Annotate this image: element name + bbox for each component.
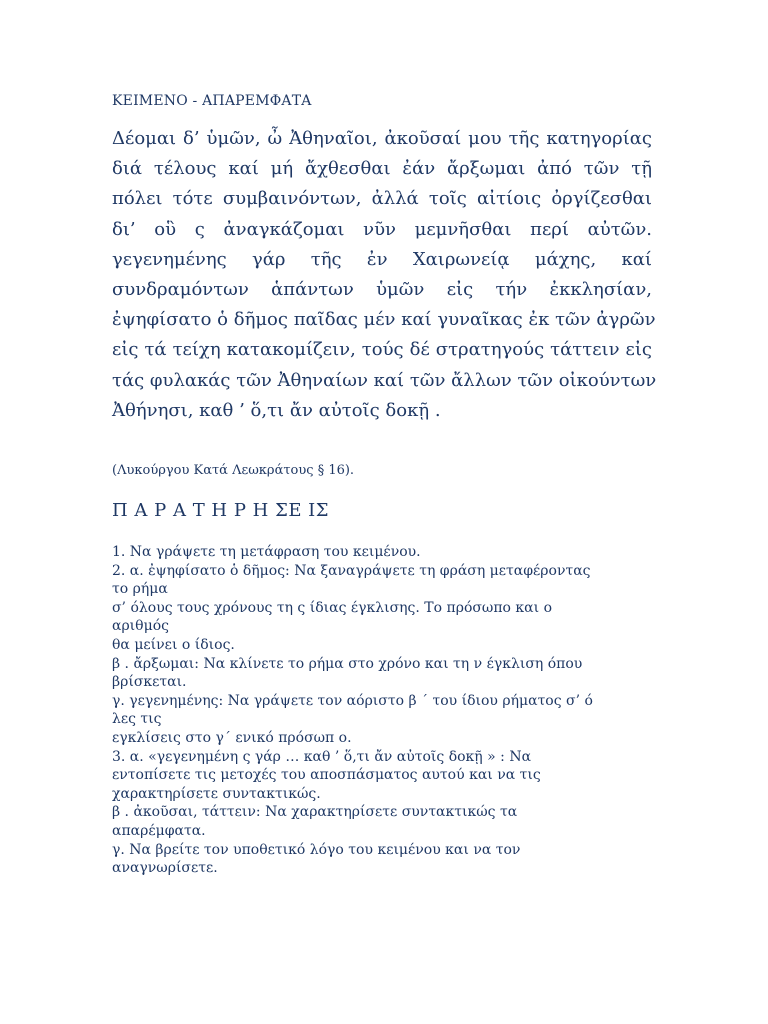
passage-line: συνδραμόντων ἁπάντων ὑμῶν εἰς τήν ἐκκλησίαν, — [112, 278, 652, 300]
passage-line: εἰς τά τείχη κατακομίζειν, τούς δέ στρατηγούς τάττειν εἰς — [112, 339, 652, 361]
passage-line: τάς φυλακάς τῶν Ἀθηναίων καί τῶν ἄλλων τῶν οἰκούντων — [112, 369, 657, 391]
question-line: το ρήμα — [112, 581, 168, 598]
passage-line: πόλει τότε συμβαινόντων, ἀλλά τοῖς αἰτίοις ὀργίζεσθαι — [112, 188, 652, 210]
question-line: β . ἄρξωμαι: Να κλίνετε το ρήμα στο χρόνο και τη ν έγκλιση όπου — [112, 655, 583, 672]
passage-line: δι’ οὓ ς ἀναγκάζομαι νῦν μεμνῆσθαι περί αὐτῶν. — [112, 218, 652, 240]
question-line: β . ἀκοῦσαι, τάττειν: Να χαρακτηρίσετε συντακτικώς τα — [112, 804, 518, 821]
question-line: θα μείνει ο ίδιος. — [112, 636, 235, 653]
question-line: γ. Να βρείτε τον υποθετικό λόγο του κειμένου και να τον — [112, 841, 521, 858]
questions-list — [112, 543, 652, 878]
question-line: αριθμός — [112, 618, 169, 635]
passage-line: ἐψηφίσατο ὁ δῆμος παῖδας μέν καί γυναῖκας ἐκ τῶν ἀγρῶν — [112, 309, 656, 331]
question-line: βρίσκεται. — [112, 674, 187, 691]
question-line: εντοπίσετε τις μετοχές του αποσπάσματος αυτού και να τις — [112, 767, 541, 784]
ancient-greek-passage — [112, 124, 657, 426]
observations-title: Π Α Ρ Α Τ Η Ρ Η ΣΕ ΙΣ — [112, 500, 330, 521]
passage-line: Δέομαι δ’ ὑμῶν, ὦ Ἀθηναῖοι, ἀκοῦσαί μου τῆς κατηγορίας — [112, 128, 652, 149]
question-line: γ. γεγενημένης: Να γράψετε τον αόριστο β ΄ του ίδιου ρήματος σ’ ό — [112, 692, 593, 709]
document-heading: ΚΕΙΜΕΝΟ - ΑΠΑΡΕΜΦΑΤΑ — [112, 93, 312, 109]
question-line: αναγνωρίσετε. — [112, 860, 218, 877]
question-line: 1. Να γράψετε τη μετάφραση του κειμένου. — [112, 544, 421, 560]
question-line: σ’ όλους τους χρόνους τη ς ίδιας έγκλισης. Το πρόσωπο και ο — [112, 599, 552, 616]
passage-line: γεγενημένης γάρ τῆς ἐν Χαιρωνείᾳ μάχης, καί — [112, 248, 652, 270]
question-line: 3. α. «γεγενημένη ς γάρ … καθ ’ ὅ,τι ἄν αὐτοῖς δοκῇ » : Να — [112, 748, 532, 765]
passage-line: διά τέλους καί μή ἄχθεσθαι ἐάν ἄρξωμαι ἀπό τῶν τῇ — [112, 158, 652, 180]
question-line: 2. α. ἐψηφίσατο ὁ δῆμος: Να ξαναγράψετε τη φράση μεταφέροντας — [112, 562, 591, 579]
question-line: χαρακτηρίσετε συντακτικώς. — [112, 785, 321, 802]
question-line: λες τις — [112, 711, 162, 728]
question-line: εγκλίσεις στο γ΄ ενικό πρόσωπ ο. — [112, 729, 352, 746]
source-citation: (Λυκούργου Κατά Λεωκράτους § 16). — [112, 463, 355, 478]
passage-line: Ἀθήνησι, καθ ’ ὅ,τι ἄν αὐτοῖς δοκῇ . — [112, 399, 441, 421]
question-line: απαρέμφατα. — [112, 822, 206, 839]
